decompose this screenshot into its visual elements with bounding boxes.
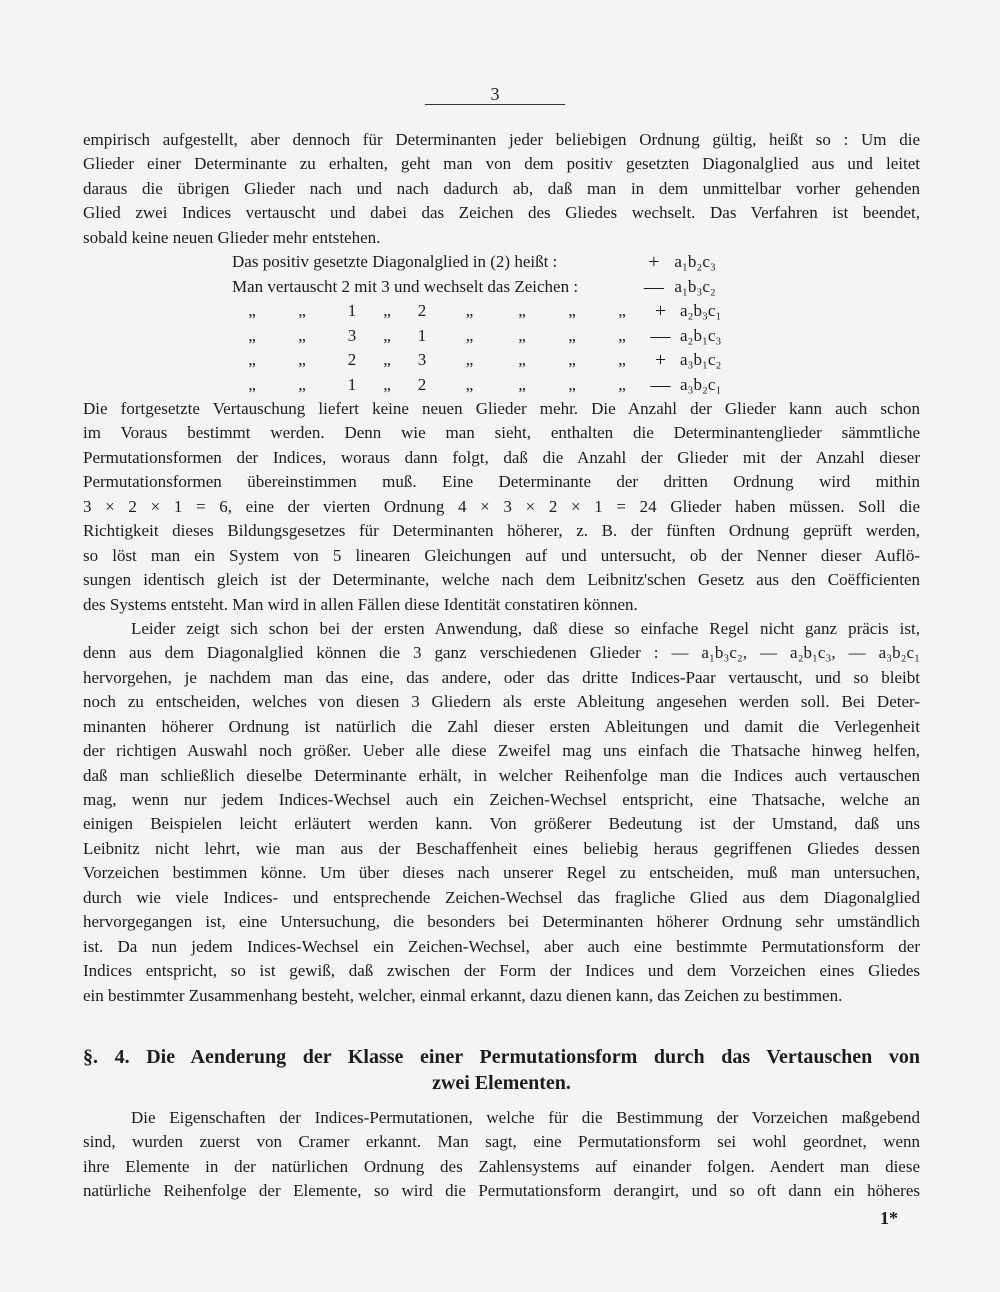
ditto-mark: „: [383, 350, 391, 370]
text-line: Leider zeigt sich schon bei der ersten Anwendung, daß diese so einfache Regel nicht ganz präcis ist,: [131, 618, 920, 638]
sign: —: [643, 275, 664, 298]
sign: +: [648, 251, 660, 273]
ditto-mark: „: [298, 374, 306, 394]
ditto-mark: „: [383, 301, 391, 321]
ditto-mark: „: [465, 350, 474, 370]
equation-row: [232, 373, 752, 398]
text-line: sobald keine neuen Glieder mehr entstehen.: [83, 227, 381, 247]
text-line: Glieder einer Determinante zu erhalten, geht man von dem positiv gesetzten Diagonalglied aus und leitet: [83, 154, 920, 174]
ditto-mark: „: [518, 374, 526, 394]
intro-paragraph: [83, 128, 920, 250]
ditto-mark: „: [568, 350, 576, 370]
ditto-mark: „: [618, 350, 626, 370]
section-heading: [83, 1044, 920, 1096]
ditto-mark: „: [298, 301, 306, 321]
text-line: des Systems entsteht. Man wird in allen Fällen diese Identität constatiren können.: [83, 594, 638, 614]
text-line: minanten höherer Ordnung ist natürlich die Zahl dieser ersten Ableitungen und damit die Verlegenheit: [83, 716, 920, 736]
sign: +: [654, 300, 667, 323]
ditto-mark: „: [383, 325, 391, 345]
section-paragraph: [83, 1106, 920, 1204]
header-rule: [425, 104, 565, 105]
text-line: Richtigkeit dieses Bildungsgesetzes für Determinanten höherer, z. B. der fünften Ordnung geprüft werden,: [83, 521, 920, 541]
text-line: Leibnitz nicht lehrt, wie man aus der Beschaffenheit eines beliebig heraus gegriffenen Gliedes dessen: [83, 838, 920, 858]
ditto-cells: [232, 373, 647, 398]
text-line: empirisch aufgestellt, aber dennoch für Determinanten jeder beliebigen Ordnung gültig, heißt so : Um die: [83, 130, 920, 149]
ditto-mark: „: [618, 301, 626, 321]
determinant-term: a₂b₃c₁: [680, 301, 722, 321]
text-line: hervorgehen, je nachdem man das eine, das andere, oder das dritte Indices-Paar vertauscht, und so bleibt: [83, 667, 920, 687]
equation-row: [232, 250, 752, 275]
determinant-term: a₂b₁c₃: [680, 325, 722, 345]
text-line: Indices entspricht, so ist gewiß, daß zwischen der Form der Indices und dem Vorzeichen eines Gliedes: [83, 961, 920, 981]
ditto-mark: „: [248, 350, 256, 370]
index-number: 3: [347, 325, 357, 345]
equation-row: [232, 299, 752, 324]
equation-row: [232, 275, 752, 300]
ditto-mark: „: [465, 374, 474, 394]
equation-label: Man vertauscht 2 mit 3 und wechselt das Zeichen :: [232, 276, 579, 296]
index-number: 2: [347, 350, 357, 370]
equation-label: Das positiv gesetzte Diagonalglied in (2) heißt :: [232, 252, 558, 271]
text-line: mag, wenn nur jedem Indices-Wechsel auch ein Zeichen-Wechsel entspricht, eine Thatsache, welche an: [83, 790, 920, 809]
text-line: sind, wurden zuerst von Cramer erkannt. Man sagt, eine Permutationsform sei wohl geordnet, wenn: [83, 1132, 920, 1152]
text-line: im Voraus bestimmt werden. Denn wie man sieht, enthalten die Determinantenglieder sämmtliche: [83, 423, 920, 443]
text-line: Die fortgesetzte Vertauschung liefert keine neuen Glieder mehr. Die Anzahl der Glieder kann auch schon: [83, 399, 920, 418]
section-title-line-2: zwei Elementen.: [432, 1072, 571, 1094]
index-number: 1: [417, 325, 427, 345]
ditto-mark: „: [465, 325, 474, 345]
text-line: denn aus dem Diagonalglied können die 3 ganz verschiedenen Glieder : — a₁b₃c₂, — a₂b₁c₃, — a₃b₂c₁: [83, 643, 920, 663]
equation-row: [232, 324, 752, 349]
ditto-mark: „: [383, 374, 391, 394]
text-line: Die Eigenschaften der Indices-Permutationen, welche für die Bestimmung der Vorzeichen maßgebend: [131, 1108, 920, 1127]
equation-table: [232, 250, 752, 398]
text-line: einigen Beispielen leicht erläutert werden kann. Von größerer Bedeutung ist der Umstand, daß uns: [83, 814, 920, 834]
ditto-cells: [232, 348, 647, 373]
ditto-mark: „: [465, 301, 474, 321]
text-line: Permutationsformen übereinstimmen muß. Eine Determinante der dritten Ordnung wird mithin: [83, 472, 920, 492]
ditto-mark: „: [568, 325, 576, 345]
text-line: noch zu entscheiden, welches von diesen 3 Gliedern als erste Ableitung angesehen werden soll. Bei Deter-: [83, 692, 920, 712]
sign: +: [654, 349, 667, 372]
page-number: 3: [490, 84, 500, 104]
text-line: Permutationsformen der Indices, woraus dann folgt, daß die Anzahl der Glieder mit der Anzahl dieser: [83, 447, 920, 467]
ditto-cells: [232, 324, 647, 349]
text-line: ein bestimmter Zusammenhang besteht, welcher, einmal erkannt, dazu dienen kann, das Zeichen zu bestimmen.: [83, 985, 843, 1005]
ditto-mark: „: [618, 374, 626, 394]
determinant-term: a₁b₃c₂: [674, 276, 716, 296]
text-line: hervorgegangen ist, eine Untersuchung, die besonders bei Determinanten höherer Ordnung sehr umständlich: [83, 912, 920, 932]
ditto-mark: „: [618, 325, 626, 345]
text-line: daraus die übrigen Glieder nach und nach dadurch ab, daß man in dem unmittelbar vorher gehenden: [83, 178, 920, 198]
ditto-mark: „: [568, 301, 576, 321]
index-number: 1: [347, 301, 357, 321]
ditto-mark: „: [568, 374, 576, 394]
ditto-mark: „: [518, 325, 526, 345]
index-number: 2: [417, 374, 427, 394]
text-line: sungen identisch gleich ist der Determinante, welche nach dem Leibnitz'schen Gesetz aus den Coëfficienten: [83, 570, 920, 590]
ditto-mark: „: [298, 325, 306, 345]
text-line: durch wie viele Indices- und entsprechende Zeichen-Wechsel das fragliche Glied aus dem Diagonalglied: [83, 887, 920, 907]
ditto-mark: „: [248, 325, 256, 345]
signature-mark: 1*: [880, 1208, 898, 1228]
index-number: 3: [417, 350, 427, 370]
index-number: 2: [417, 301, 427, 321]
text-line: daß man schließlich dieselbe Determinante erhält, in welcher Reihenfolge man die Indices auch vertauschen: [83, 765, 920, 785]
ditto-cells: [232, 299, 647, 324]
text-line: ihre Elemente in der natürlichen Ordnung des Zahlensystems auf einander folgen. Aendert man diese: [83, 1156, 920, 1176]
sign: —: [650, 324, 671, 347]
ditto-mark: „: [248, 301, 256, 321]
text-line: Glied zwei Indices vertauscht und dabei das Zeichen des Gliedes wechselt. Das Verfahren ist beendet,: [83, 203, 920, 223]
index-number: 1: [347, 374, 357, 394]
text-line: 3 × 2 × 1 = 6, eine der vierten Ordnung 4 × 3 × 2 × 1 = 24 Glieder haben müssen. Soll die: [83, 496, 920, 516]
section-title-line-1: §. 4. Die Aenderung der Klasse einer Permutationsform durch das Vertauschen von: [83, 1046, 920, 1068]
determinant-term: a₃b₂c₁: [680, 374, 722, 394]
ditto-mark: „: [248, 374, 256, 394]
body-text: [83, 397, 920, 1008]
determinant-term: a₁b₂c₃: [674, 252, 716, 271]
equation-row: [232, 348, 752, 373]
ditto-mark: „: [518, 350, 526, 370]
text-line: Vorzeichen bestimmen könne. Um über dieses nach unserer Regel zu entscheiden, muß man untersuchen,: [83, 863, 920, 883]
determinant-term: a₃b₁c₂: [680, 350, 722, 370]
ditto-mark: „: [298, 350, 306, 370]
text-line: natürliche Reihenfolge der Elemente, so wird die Permutationsform derangirt, und so oft dann ein höheres: [83, 1181, 920, 1201]
sign: —: [650, 373, 671, 396]
ditto-mark: „: [518, 301, 526, 321]
text-line: so löst man ein System von 5 linearen Gleichungen auf und untersucht, ob der Nenner dieser Auflö-: [83, 545, 920, 565]
text-line: der richtigen Auswahl noch größer. Ueber alle diese Zweifel mag uns einfach die Thatsache hinweg helfen,: [83, 741, 920, 761]
text-line: ist. Da nun jedem Indices-Wechsel ein Zeichen-Wechsel, aber auch eine bestimmte Permutationsform der: [83, 936, 920, 956]
